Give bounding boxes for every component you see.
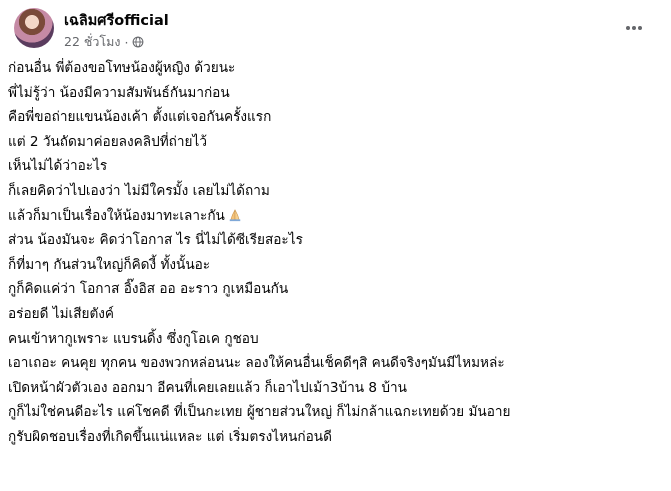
post-text-line-content: ก็เลยคิดว่าไปเองว่า ไม่มีใครมั้ง เลยไม่ได้ถาม: [8, 182, 270, 199]
post-timestamp[interactable]: 22 ชั่วโมง: [64, 34, 121, 49]
author-avatar[interactable]: [14, 8, 54, 48]
post-text-line-content: เปิดหน้าผัวตัวเอง ออกมา อีคนที่เคยเลยแล้ว ก็เอาไปเม้า3บ้าน 8 บ้าน: [8, 379, 407, 396]
post-text-line: [8, 327, 658, 352]
post-body: [8, 56, 658, 450]
post-text-line: [8, 130, 658, 155]
post-text-line-content: ก่อนอื่น พี่ต้องขอโทษน้องผู้หญิง ด้วยนะ: [8, 60, 236, 76]
post-text-line-content: กูรับผิดชอบเรื่องที่เกิดขึ้นแน่แหละ แต่ เริ่มตรงไหนก่อนดี: [8, 428, 332, 445]
post-text-line-content: กูก็ไม่ใช่คนดีอะไร แค่โชคดี ที่เป็นกะเทย ผู้ชายส่วนใหญ่ ก็ไม่กล้าแฉกะเทยด้วย มันอาย: [8, 404, 511, 421]
post-text-line: [8, 351, 658, 376]
post-text-line: [8, 400, 658, 425]
post-text-line: [8, 277, 658, 302]
post-text-line: [8, 253, 658, 278]
post-text-line-content: อร่อยดี ไม่เสียตังค์: [8, 305, 115, 322]
post-text-line: [8, 425, 658, 450]
post-meta: [64, 32, 144, 52]
more-options-button[interactable]: [622, 18, 646, 38]
author-name[interactable]: เฉลิมศรีofficial: [64, 13, 169, 29]
post-header: [14, 8, 654, 52]
meta-separator: ·: [124, 34, 129, 50]
post-text-line-content: เห็นไม่ได้ว่าอะไร: [8, 158, 108, 175]
post-text-line-content: เอาเถอะ คนคุย ทุกคน ของพวกหล่อนนะ ลองให้คนอื่นเช็คดีๆสิ คนดีจริงๆมันมีไหมหล่ะ: [8, 355, 505, 372]
post-text-line-content: คนเข้าหากูเพราะ แบรนดิ้ง ซึ่งกูโอเค กูชอบ: [8, 330, 259, 347]
post-text-line-content: คือพี่ขอถ่ายแขนน้องเค้า ตั้งแต่เจอกันครั้งแรก: [8, 109, 272, 126]
post-text-line-content: แล้วก็มาเป็นเรื่องให้น้องมาทะเลาะกัน: [8, 207, 225, 224]
post-text-line-content: แต่ 2 วันถัดมาค่อยลงคลิปที่ถ่ายไว้: [8, 133, 207, 150]
post-text-line: [8, 302, 658, 327]
post-text-line: [8, 179, 658, 204]
post-text-line: [8, 154, 658, 179]
post-text-line-content: กูก็คิดแค่ว่า โอกาส อิ๊งอิส ออ อะราว กูเหมือนกัน: [8, 281, 289, 298]
post-text-line-content: พี่ไม่รู้ว่า น้องมีความสัมพันธ์กันมาก่อน: [8, 84, 230, 101]
folded-hands-icon: [228, 208, 242, 222]
post-text-line-content: ส่วน น้องมันจะ คิดว่าโอกาส ไร นี่ไม่ได้ซีเรียสอะไร: [8, 232, 303, 249]
post-text-line-content: ก็ที่มาๆ กันส่วนใหญ่ก็คิดงี้ ทั้งนั้นอะ: [8, 256, 211, 273]
post-text-line: [8, 81, 658, 106]
post-text-line: [8, 105, 658, 130]
more-horizontal-icon: [625, 25, 643, 31]
post-text-line: [8, 204, 658, 229]
post-text-line: [8, 228, 658, 253]
post-text-line: [8, 376, 658, 401]
post-text-line: [8, 56, 658, 81]
globe-icon[interactable]: [132, 36, 144, 48]
